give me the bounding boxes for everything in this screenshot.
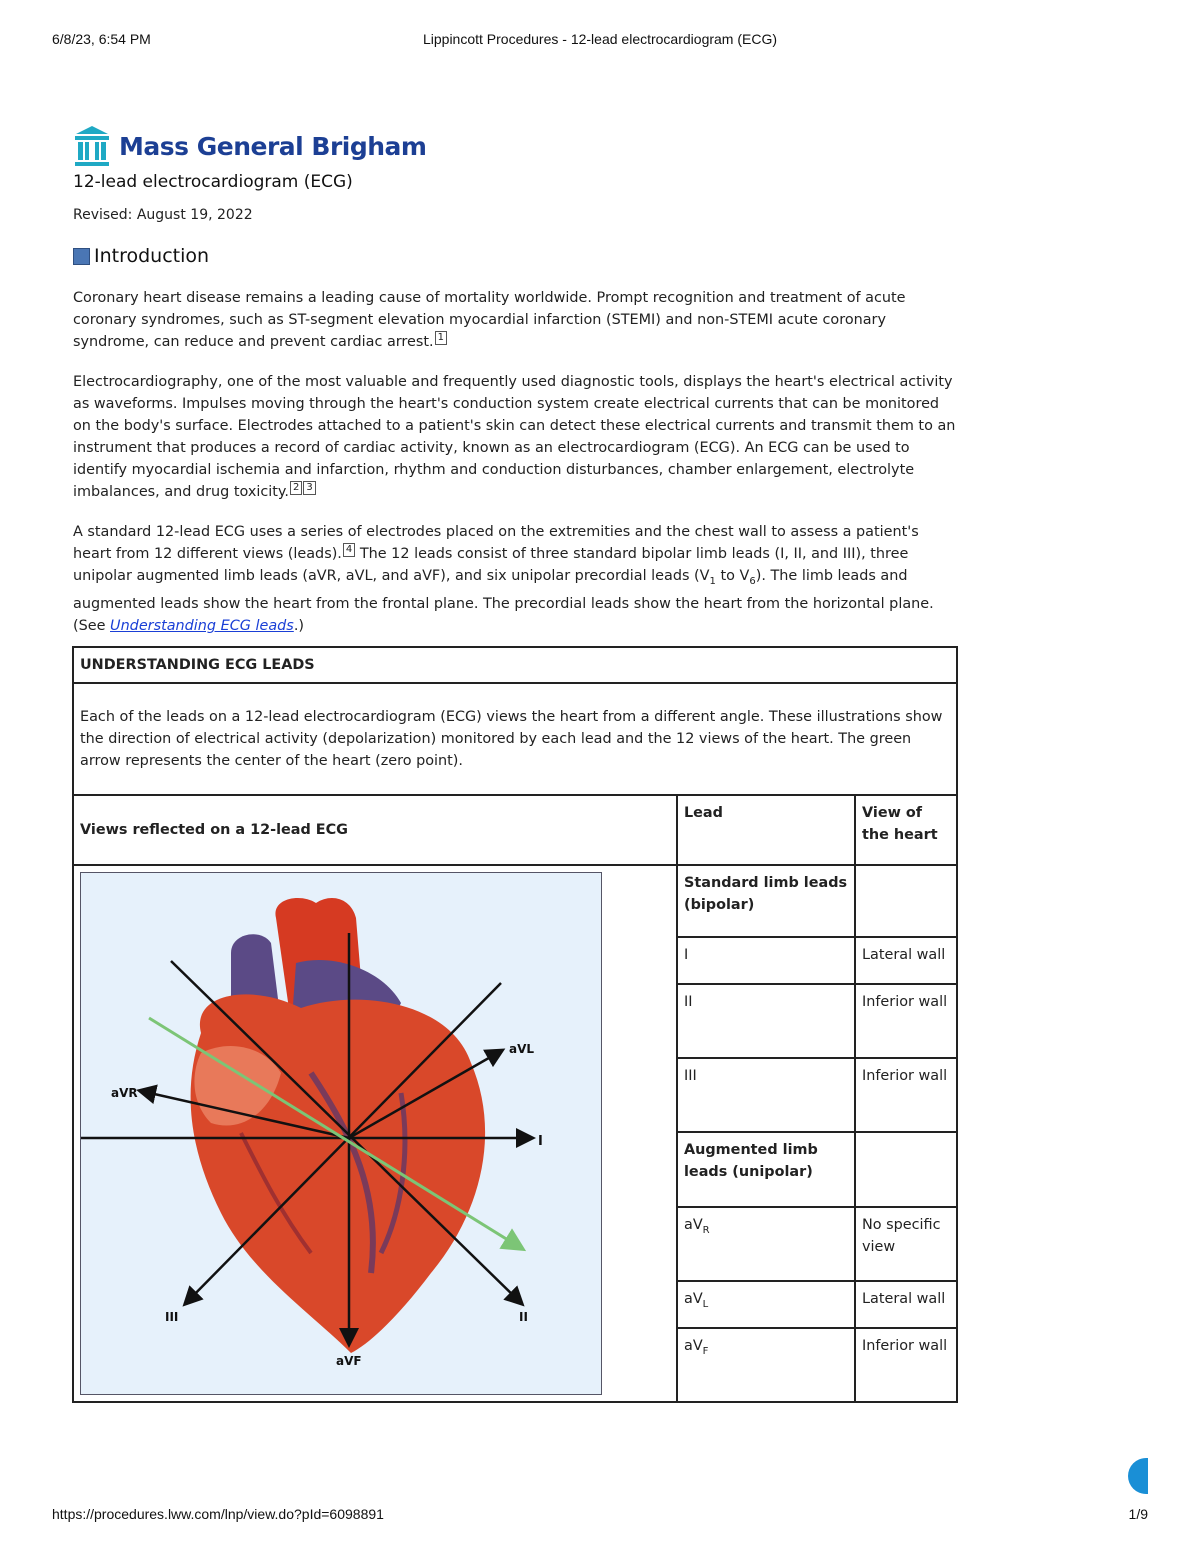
- lead-cell: II: [677, 984, 855, 1058]
- column-header-views: Views reflected on a 12-lead ECG: [73, 795, 677, 865]
- paragraph-text: The 12 leads consist of three standard bipolar limb leads (I, II, and III), three unipolar augmented limb leads (aVR, aVL, and aVF), and six unipolar precordial leads (V: [73, 546, 909, 584]
- reference-link[interactable]: 2: [290, 481, 302, 495]
- understanding-ecg-leads-link[interactable]: Understanding ECG leads: [110, 617, 294, 634]
- paragraph-intro-1: [73, 287, 958, 353]
- lead-name: aV: [684, 1337, 703, 1354]
- column-header-view: View of the heart: [855, 795, 957, 865]
- paragraph-text: Electrocardiography, one of the most valuable and frequently used diagnostic tools, displays the heart's electrical activity as waveforms. Impulses moving through the heart's conduction system create electrical currents that can be monitored on the body's surface. Electrodes attached to a patient's skin can detect these electrical currents and transmit them to an instrument that produces a record of cardiac activity, known as an electrocardiogram (ECG). An ECG can be used to identify myocardial ischemia and infarction, rhythm and conduction disturbances, chamber enlargement, electrolyte imbalances, and drug toxicity.: [73, 374, 956, 500]
- revised-date: Revised: August 19, 2022: [73, 207, 253, 223]
- reference-link[interactable]: 3: [303, 481, 315, 495]
- label-avr: aVR: [111, 1086, 138, 1100]
- print-page-title: Lippincott Procedures - 12-lead electrocardiogram (ECG): [422, 31, 778, 47]
- label-avf: aVF: [336, 1354, 362, 1368]
- view-cell: Inferior wall: [855, 984, 957, 1058]
- lead-subscript: L: [702, 1299, 709, 1311]
- view-cell: Lateral wall: [855, 1281, 957, 1327]
- label-iii: III: [165, 1310, 179, 1324]
- hospital-logo-icon: [73, 124, 111, 168]
- paragraph-text: to V: [715, 568, 750, 584]
- lead-cell: [677, 1207, 855, 1281]
- table-description: Each of the leads on a 12-lead electrocardiogram (ECG) views the heart from a different angle. These illustrations show the direction of electrical activity (depolarization) monitored by each lead and the 12 views of the heart. The green arrow represents the center of the heart (zero point).: [73, 683, 957, 795]
- print-datetime: 6/8/23, 6:54 PM: [52, 31, 151, 47]
- ecg-leads-figure: [80, 872, 602, 1395]
- view-cell: Inferior wall: [855, 1058, 957, 1132]
- paragraph-intro-2: [73, 371, 958, 503]
- collapse-square-icon[interactable]: [73, 248, 90, 265]
- label-avl: aVL: [509, 1042, 535, 1056]
- view-cell: No specific view: [855, 1207, 957, 1281]
- paragraph-intro-3: [73, 521, 958, 637]
- group-augmented-limb: Augmented limb leads (unipolar): [677, 1132, 855, 1206]
- group-standard-limb: Standard limb leads (bipolar): [677, 865, 855, 937]
- lead-subscript: F: [702, 1345, 709, 1357]
- heart-lead-diagram: [81, 873, 601, 1394]
- logo: [73, 120, 958, 172]
- lead-name: aV: [684, 1216, 703, 1233]
- lead-cell: [677, 1281, 855, 1327]
- table-title: UNDERSTANDING ECG LEADS: [73, 647, 957, 683]
- paragraph-text: A standard 12-lead ECG uses a series of electrodes placed on the extremities and the chest wall to assess a patient's heart from 12 different views (leads).: [73, 524, 919, 562]
- print-url: https://procedures.lww.com/lnp/view.do?pId=6098891: [52, 1506, 384, 1522]
- lead-cell: [677, 1328, 855, 1402]
- column-header-lead: Lead: [677, 795, 855, 865]
- print-page-number: 1/9: [1128, 1506, 1148, 1522]
- empty-cell: [855, 1132, 957, 1206]
- empty-cell: [855, 865, 957, 937]
- lead-cell: III: [677, 1058, 855, 1132]
- section-introduction[interactable]: [73, 245, 958, 267]
- label-ii: II: [519, 1310, 528, 1324]
- figure-cell: [73, 865, 677, 1402]
- reference-link[interactable]: 1: [435, 331, 447, 345]
- section-title: Introduction: [94, 245, 210, 267]
- understanding-ecg-leads-table: [72, 646, 958, 1403]
- subscript: 6: [749, 575, 756, 587]
- back-to-top-button[interactable]: [1128, 1458, 1148, 1494]
- label-i: I: [538, 1134, 543, 1149]
- paragraph-text: Coronary heart disease remains a leading cause of mortality worldwide. Prompt recognition and treatment of acute coronary syndromes, such as ST-segment elevation myocardial infarction (STEMI) and non-STEMI acute coronary syndrome, can reduce and prevent cardiac arrest.: [73, 290, 906, 350]
- lead-name: aV: [684, 1291, 703, 1308]
- lead-subscript: R: [702, 1224, 710, 1236]
- view-cell: Inferior wall: [855, 1328, 957, 1402]
- subscript: 1: [709, 575, 716, 587]
- paragraph-text: .): [293, 617, 305, 634]
- lead-cell: I: [677, 937, 855, 983]
- document-content: [73, 120, 958, 637]
- page-title: 12-lead electrocardiogram (ECG): [73, 172, 353, 192]
- reference-link[interactable]: 4: [343, 543, 355, 557]
- paragraph-text: ). The limb leads and augmented leads show the heart from the frontal plane. The precordial leads show the heart from the horizontal plane. (See: [73, 568, 934, 634]
- logo-wordmark: Mass General Brigham: [119, 131, 427, 161]
- view-cell: Lateral wall: [855, 937, 957, 983]
